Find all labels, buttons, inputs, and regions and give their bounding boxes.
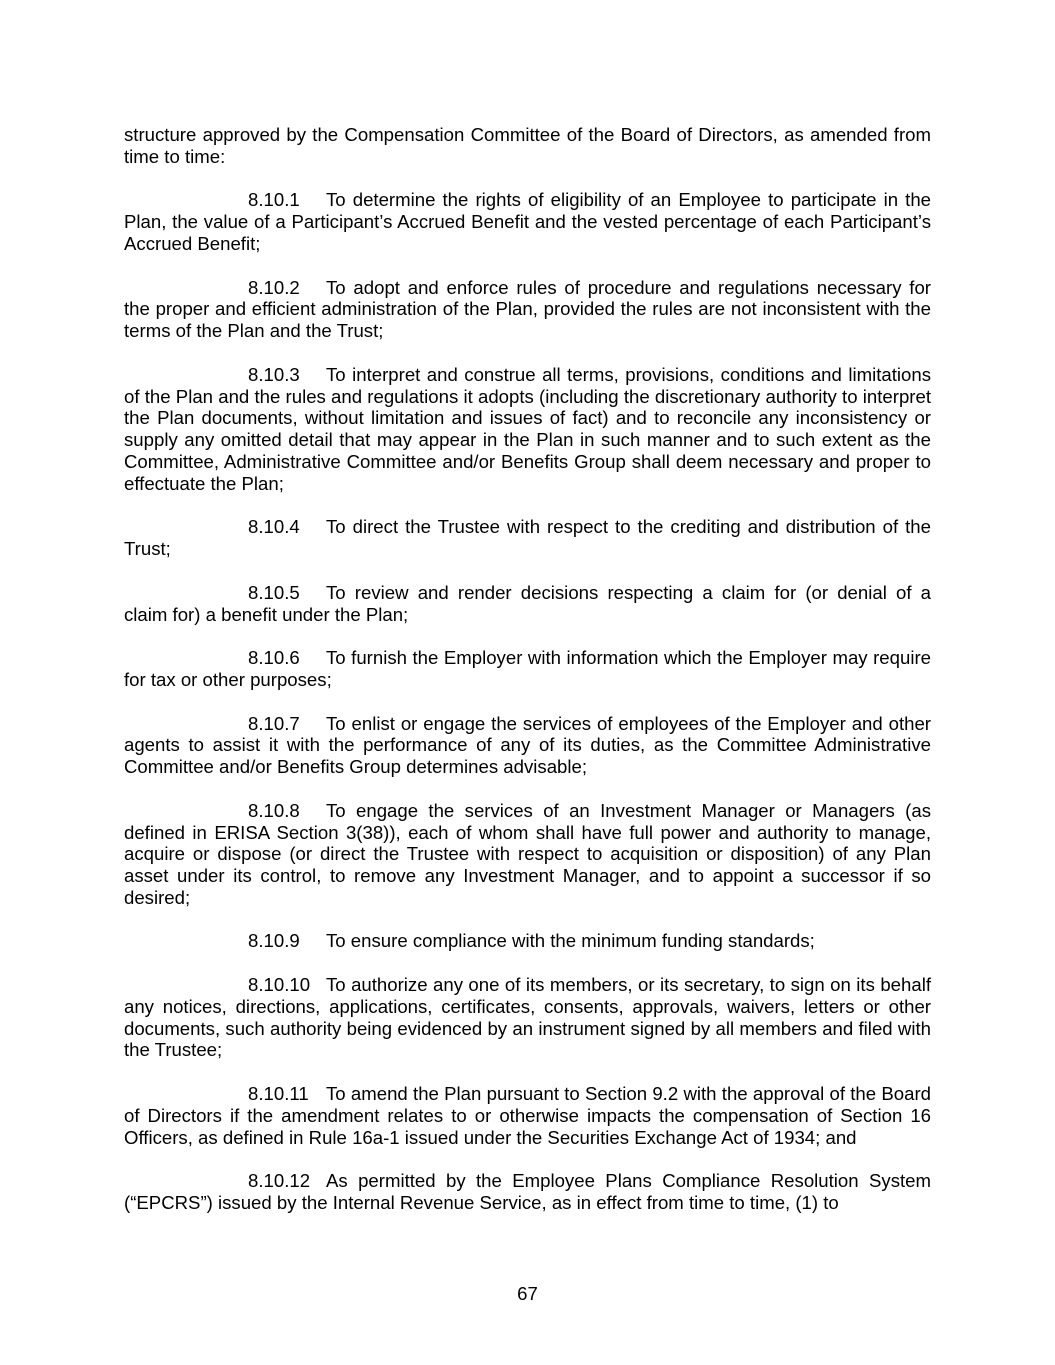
section-number: 8.10.11: [248, 1083, 309, 1105]
section-number: 8.10.9: [248, 930, 300, 952]
section-text: To interpret and construe all terms, provisions, conditions and limitations of the Plan and the rules and regulations it adopts (including the discretionary authority to interpret the Plan documents, without limitation and issues of fact) and to reconcile any inconsistency or supply any omitted detail that may appear in the Plan in such manner and to such extent as the Committee, Administrative Committee and/or Benefits Group shall deem necessary and proper to effectuate the Plan;: [124, 363, 931, 494]
page-number: 67: [517, 1283, 538, 1304]
section-text: To enlist or engage the services of employees of the Employer and other agents to assist it with the performance of any of its duties, as the Committee Administrative Committee and/or Benefits Group determines advisable;: [124, 712, 931, 778]
section-8-10-5: [124, 582, 931, 626]
section-8-10-4: [124, 516, 931, 560]
section-text: To ensure compliance with the minimum funding standards;: [326, 930, 815, 952]
section-8-10-2: [124, 277, 931, 342]
section-text: To determine the rights of eligibility of an Employee to participate in the Plan, the value of a Participant’s Accrued Benefit and the vested percentage of each Participant’s Accrued Benefit;: [124, 189, 931, 254]
section-number: 8.10.8: [248, 799, 300, 821]
section-text: To amend the Plan pursuant to Section 9.2 with the approval of the Board of Directors if the amendment relates to or otherwise impacts the compensation of Section 16 Officers, as defined in Rule 16a-1 issued under the Securities Exchange Act of 1934; and: [124, 1083, 931, 1148]
section-8-10-9: [124, 930, 931, 952]
section-8-10-8: [124, 800, 931, 909]
section-number: 8.10.2: [248, 276, 300, 298]
intro-paragraph: structure approved by the Compensation Committee of the Board of Directors, as amended from time to time:: [124, 124, 931, 167]
section-number: 8.10.12: [248, 1170, 311, 1192]
section-8-10-12: [124, 1170, 931, 1214]
section-8-10-6: [124, 647, 931, 691]
section-text: As permitted by the Employee Plans Compliance Resolution System (“EPCRS”) issued by the Internal Revenue Service, as in effect from time to time, (1) to: [124, 1170, 931, 1214]
section-number: 8.10.4: [248, 516, 300, 538]
section-8-10-3: [124, 364, 931, 495]
section-text: To furnish the Employer with information which the Employer may require for tax or other purposes;: [124, 647, 931, 690]
section-8-10-1: [124, 189, 931, 254]
section-text: To engage the services of an Investment Manager or Managers (as defined in ERISA Section 3(38)), each of whom shall have full power and authority to manage, acquire or dispose (or direct the Trustee with respect to acquisition or disposition) of any Plan asset under its control, to remove any Investment Manager, and to appoint a successor if so desired;: [124, 799, 931, 908]
section-8-10-10: [124, 974, 931, 1061]
section-number: 8.10.5: [248, 581, 300, 603]
section-number: 8.10.3: [248, 363, 300, 385]
section-number: 8.10.7: [248, 712, 300, 734]
section-8-10-11: [124, 1083, 931, 1148]
section-text: To direct the Trustee with respect to the crediting and distribution of the Trust;: [124, 516, 931, 560]
document-body: [124, 124, 931, 1236]
section-number: 8.10.10: [248, 974, 311, 996]
section-text: To review and render decisions respecting a claim for (or denial of a claim for) a benefit under the Plan;: [124, 581, 931, 625]
section-text: To authorize any one of its members, or its secretary, to sign on its behalf any notices, directions, applications, certificates, consents, approvals, waivers, letters or other documents, such authority being evidenced by an instrument signed by all members and filed with the Trustee;: [124, 974, 931, 1061]
section-number: 8.10.1: [248, 189, 300, 211]
section-8-10-7: [124, 713, 931, 778]
section-number: 8.10.6: [248, 647, 300, 669]
section-text: To adopt and enforce rules of procedure and regulations necessary for the proper and efficient administration of the Plan, provided the rules are not inconsistent with the terms of the Plan and the Trust;: [124, 276, 931, 342]
